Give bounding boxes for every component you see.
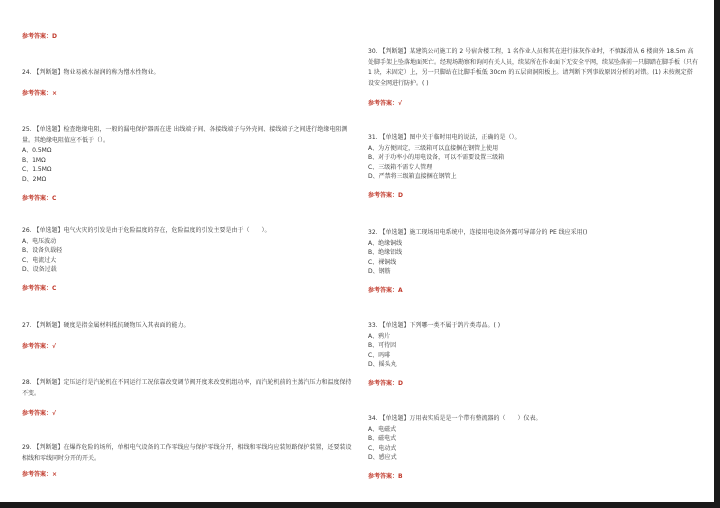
- question-text: 33. 【单选题】下列哪一类不属于鸽片类毒品。( ): [368, 322, 501, 329]
- question-text: 27. 【判断题】硬度是指金属材料抵抗硬物压入其表面的能力。: [22, 322, 190, 329]
- question-text: 30. 【判断题】某建筑公司施工的 2 号宿舍楼工程，1 名作业人员和其在进行抹灰作业时，不慎踩滑从 6 楼窗外 18.5m 高处脚手架上坠落地面死亡。经现场勘察和询问有关人员，续某所在作业面下无安全平网，续某坠落前一只脚踏在脚手板（只有 1 块，未固定）上，另一只脚站在比脚手板低 30cm 的五层窗洞阳板上。请判断下列事故原因分析的对错。(1) 未按规定搭设安全网进行防护。( ): [368, 48, 699, 87]
- answer-label: 参考答案：: [368, 286, 399, 294]
- answer-line: [22, 342, 352, 351]
- answer-block-23: [22, 32, 352, 41]
- option-a: A、电压波动: [22, 237, 57, 245]
- answer-value: ×: [52, 471, 58, 478]
- option-d: D、严禁将三级箱直接捆在钢管上: [368, 173, 457, 180]
- question-28: [22, 378, 352, 418]
- question-33: [368, 321, 698, 388]
- option-d: D、钢筋: [368, 268, 391, 275]
- answer-label: 参考答案：: [22, 284, 53, 292]
- option-b: B、绝缘铝线: [368, 249, 403, 256]
- question-text: 25. 【单选题】检查绝缘电阻，一般的漏电保护器需在进 出线端子间、各接线端子与外壳间、接线端子之间进行绝缘电阻测量。其绝缘电阻值应不低于（）。: [22, 126, 348, 144]
- answer-label: 参考答案：: [22, 33, 53, 40]
- answer-label: 参考答案：: [22, 410, 53, 417]
- question-31: [368, 133, 698, 200]
- question-text: 31. 【单选题】图中关于临时用电的说法，正确的是（）。: [368, 134, 521, 141]
- question-text: 34. 【单选题】万用表实质是是一个带有整流器的（ ）仪表。: [368, 415, 542, 422]
- question-text: 28. 【判断题】定压运行是汽轮机在不同运行工况依靠改变调节阀开度来改变机组功率，而汽轮机前的主蒸汽压力和温度保持不变。: [22, 379, 352, 397]
- option-c: C、裸铜线: [368, 258, 397, 266]
- answer-value: D: [52, 33, 57, 40]
- answer-label: 参考答案：: [22, 89, 53, 97]
- question-24: [22, 68, 352, 98]
- option-c: C、电流过大: [22, 256, 57, 264]
- answer-line: [368, 472, 698, 481]
- option-c: C、三级箱不需专人管理: [368, 163, 433, 171]
- option-b: B、1MΩ: [22, 156, 46, 164]
- option-d: D、2MΩ: [22, 175, 47, 183]
- answer-line: [22, 470, 352, 479]
- question-32: [368, 228, 698, 295]
- answer-label: 参考答案：: [368, 379, 399, 387]
- option-d: D、感应式: [368, 454, 397, 461]
- answer-line: [22, 409, 352, 418]
- question-text: 24. 【判断题】物业易被水湿润的称为憎水性物业。: [22, 69, 160, 76]
- option-c: C、电动式: [368, 444, 397, 452]
- option-c: C、1.5MΩ: [22, 166, 52, 173]
- question-25: [22, 125, 352, 203]
- answer-value: √: [52, 410, 57, 417]
- answer-value: A: [398, 286, 403, 294]
- question-text: 32. 【单选题】施工现场用电系统中，连接用电设备外露可导部分的 PE 线应采用(): [368, 229, 588, 236]
- answer-value: ×: [52, 89, 58, 97]
- option-b: B、设备负载轻: [22, 247, 63, 254]
- option-a: A、为方便固定，三级箱可以直接捆在钢管上使用: [368, 144, 499, 152]
- option-a: A、0.5MΩ: [22, 147, 52, 154]
- answer-value: D: [398, 379, 403, 387]
- answer-line: [368, 99, 698, 108]
- answer-value: B: [398, 472, 403, 480]
- question-26: [22, 226, 352, 293]
- answer-line: [22, 284, 352, 293]
- option-d: D、摇头丸: [368, 361, 397, 368]
- option-a: A、绝缘铜线: [368, 239, 403, 247]
- answer-label: 参考答案：: [22, 471, 53, 478]
- option-a: A、鸦片: [368, 332, 391, 340]
- answer-label: 参考答案：: [368, 472, 399, 480]
- option-b: B、磁电式: [368, 435, 397, 442]
- option-d: D、设备过载: [22, 266, 57, 273]
- question-text: 29. 【判断题】在爆炸危险的场所，单相电气设备的工作零线应与保护零线分开，相线和零线均应装短路保护装置，还要装设相线和零线同时分开的开关。: [22, 444, 352, 462]
- question-30: [368, 47, 698, 108]
- answer-value: √: [398, 100, 403, 107]
- answer-label: 参考答案：: [22, 342, 53, 350]
- option-b: B、可待因: [368, 342, 397, 349]
- answer-line: [368, 286, 698, 295]
- answer-value: D: [398, 191, 403, 199]
- option-a: A、电磁式: [368, 425, 397, 433]
- answer-label: 参考答案：: [368, 100, 399, 107]
- answer-value: C: [52, 195, 57, 202]
- option-b: B、对于功率小的用电设备，可以不需要设置三级箱: [368, 154, 505, 161]
- question-text: 26. 【单选题】电气火灾的引发是由于危险温度的存在，危险温度的引发主要是由于（ ）。: [22, 227, 271, 234]
- answer-value: √: [52, 342, 57, 350]
- answer-value: C: [52, 284, 57, 292]
- answer-label: 参考答案：: [368, 191, 399, 199]
- answer-label: 参考答案：: [22, 195, 53, 202]
- answer-line: [22, 194, 352, 203]
- answer-line: [22, 32, 352, 41]
- question-34: [368, 414, 698, 481]
- question-27: [22, 321, 352, 351]
- answer-line: [368, 379, 698, 388]
- question-29: [22, 443, 352, 479]
- answer-line: [368, 191, 698, 200]
- answer-line: [22, 89, 352, 98]
- option-c: C、吗啡: [368, 351, 391, 359]
